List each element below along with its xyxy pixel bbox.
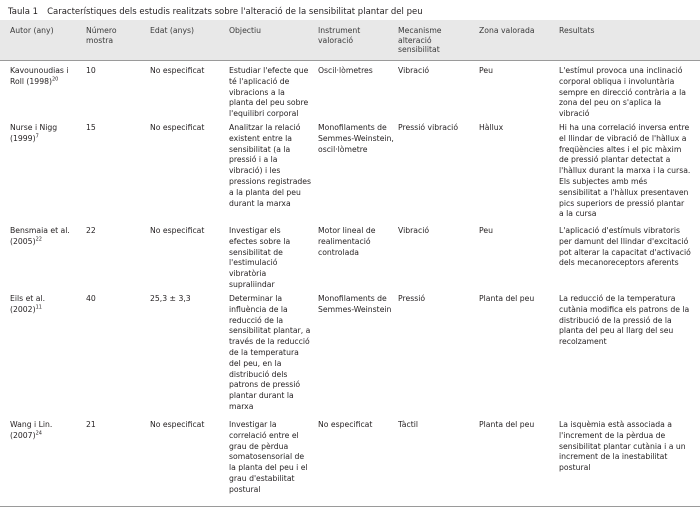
- column-header-edat: Edat (anys): [150, 26, 195, 35]
- cell-instrument: Monofilaments de Semmes-Weinstein: [318, 294, 392, 314]
- cell-edat: No especificat: [150, 66, 205, 75]
- cell-numero: 10: [86, 66, 96, 75]
- cell-instrument: Monofilaments de Semmes-Weinstein, oscil·lòmetre: [318, 123, 394, 154]
- cell-resultats: L'estímul provoca una inclinació corporal obliqua i involuntària sempre en direcció contrària a la zona del peu on s'aplica la vibració: [559, 66, 686, 119]
- cell-instrument: No especificat: [318, 420, 373, 429]
- cell-mecanisme: Pressió vibració: [398, 123, 459, 132]
- column-header-objectiu: Objectiu: [229, 26, 262, 35]
- cell-objectiu: Estudiar l'efecte que té l'aplicació de vibracions a la planta del peu sobre l'equilibri corporal: [229, 66, 309, 119]
- column-header-instrument: Instrument valoració: [318, 26, 361, 45]
- cell-autor: Bensmaia et al. $(2005)^{22}$: [10, 226, 70, 246]
- cell-autor: Nurse i Nigg $(1999)^7$: [10, 123, 58, 143]
- cell-instrument: Oscil·lòmetres: [318, 66, 373, 75]
- cell-objectiu: Determinar la influència de la reducció de la sensibilitat plantar, a través de la reducció de la temperatura del peu, en la distribució dels patrons de pressió plantar durant la marxa: [229, 294, 311, 411]
- cell-numero: 15: [86, 123, 96, 132]
- cell-resultats: La isquèmia està associada a l'increment de la pèrdua de sensibilitat plantar cutània i a un increment de la inestabilitat postural: [559, 420, 686, 473]
- cell-objectiu: Investigar la correlació entre el grau de pèrdua somatosensorial de la planta del peu i el grau d'estabilitat postural: [229, 420, 308, 494]
- bottom-rule: [0, 506, 700, 507]
- cell-numero: 22: [86, 226, 96, 235]
- column-header-zona: Zona valorada: [479, 26, 535, 35]
- cell-mecanisme: Vibració: [398, 66, 430, 75]
- cell-numero: 21: [86, 420, 96, 429]
- cell-edat: No especificat: [150, 123, 205, 132]
- table-title: Característiques dels estudis realitzats sobre l'alteració de la sensibilitat plantar del peu: [47, 7, 423, 17]
- cell-zona: Peu: [479, 226, 493, 235]
- cell-zona: Planta del peu: [479, 420, 535, 429]
- cell-resultats: Hi ha una correlació inversa entre el llindar de vibració de l'hàllux a freqüències altes i el pic màxim de pressió plantar detectat a l'hàllux durant la marxa i la cursa. Els subjectes amb més sensibilitat a l'hàllux presentaven pics superiors de pressió plantar a la cursa: [559, 123, 691, 219]
- cell-mecanisme: Vibració: [398, 226, 430, 235]
- cell-autor: Kavounoudias i Roll $(1998)^{20}$: [10, 66, 69, 86]
- column-header-numero: Número mostra: [86, 26, 117, 45]
- cell-edat: No especificat: [150, 420, 205, 429]
- header-rule: [0, 60, 700, 61]
- cell-autor: Wang i Lin. $(2007)^{24}$: [10, 420, 53, 440]
- cell-numero: 40: [86, 294, 96, 303]
- column-header-autor: Autor (any): [10, 26, 54, 35]
- cell-edat: 25,3 ± 3,3: [150, 294, 191, 303]
- cell-mecanisme: Tàctil: [398, 420, 419, 429]
- cell-zona: Peu: [479, 66, 493, 75]
- cell-resultats: L'aplicació d'estímuls vibratoris per damunt del llindar d'excitació pot alterar la capacitat d'activació dels mecanoreceptors aferents: [559, 226, 691, 268]
- cell-autor: Eils et al. $(2002)^{11}$: [10, 294, 46, 314]
- table-label: Taula 1: [8, 7, 39, 17]
- cell-zona: Planta del peu: [479, 294, 535, 303]
- cell-objectiu: Analitzar la relació existent entre la sensibilitat (a la pressió i a la vibració) i les pressions registrades a la planta del peu durant la marxa: [229, 123, 312, 208]
- cell-objectiu: Investigar els efectes sobre la sensibilitat de l'estimulació vibratòria supraliindar: [229, 226, 291, 289]
- cell-zona: Hàllux: [479, 123, 504, 132]
- cell-resultats: La reducció de la temperatura cutània modifica els patrons de la distribució de la pressió de la planta del peu al llarg del seu recolzament: [559, 294, 690, 347]
- cell-instrument: Motor lineal de realimentació controlada: [318, 226, 376, 257]
- table-caption: [8, 7, 423, 17]
- column-header-resultats: Resultats: [559, 26, 595, 35]
- cell-edat: No especificat: [150, 226, 205, 235]
- column-header-mecanisme: Mecanisme alteració sensibilitat: [398, 26, 442, 55]
- cell-mecanisme: Pressió: [398, 294, 426, 303]
